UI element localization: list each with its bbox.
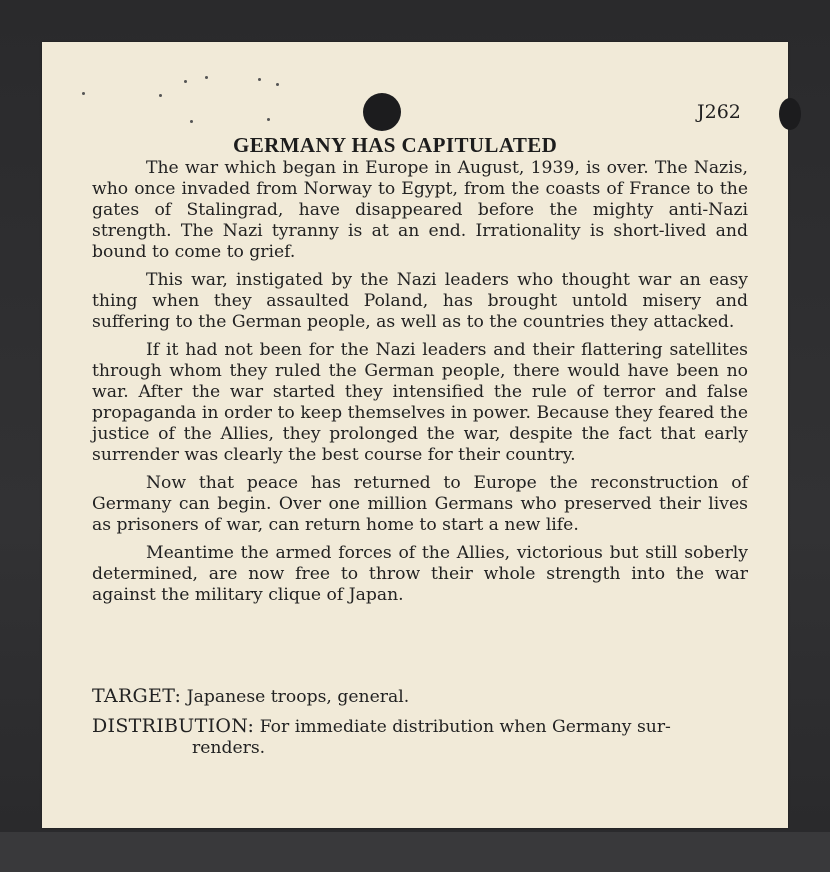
- punch-hole: [363, 93, 401, 131]
- target-value: Japanese troops, general.: [186, 687, 410, 707]
- ink-speck: [276, 83, 279, 86]
- distribution-value: For immediate distribution when Germany sur-: [259, 717, 671, 737]
- scanner-bed-edge: [0, 832, 830, 872]
- ink-speck: [190, 120, 193, 123]
- ink-speck: [184, 80, 187, 83]
- ink-speck: [159, 94, 162, 97]
- paragraph-3: If it had not been for the Nazi leaders and their flattering satellites through whom they ruled the German people, there would have been no war. After the war started they intensified the rule of terror and false propaganda in order to keep themselves in power. Because they feared the justice of the Allies, they prolonged the war, despite the fact that early surrender was clearly the best course for their country.: [92, 340, 748, 465]
- paragraph-2: This war, instigated by the Nazi leaders who thought war an easy thing when they assaulted Poland, has brought untold misery and suffering to the German people, as well as to the countries they attacked.: [92, 270, 748, 332]
- target-label: TARGET:: [92, 685, 182, 707]
- ink-speck: [82, 92, 85, 95]
- distribution-line: [92, 716, 748, 759]
- target-line: [92, 686, 748, 708]
- paragraph-1: The war which began in Europe in August, 1939, is over. The Nazis, who once invaded from Norway to Egypt, from the coasts of France to the gates of Stalingrad, have disappeared before the mighty anti-Nazi strength. The Nazi tyranny is at an end. Irrationality is short-lived and bound to come to grief.: [92, 158, 748, 262]
- paragraph-4: Now that peace has returned to Europe the reconstruction of Germany can begin. Over one million Germans who preserved their lives as prisoners of war, can return home to start a new life.: [92, 473, 748, 535]
- distribution-value-continued: renders.: [192, 738, 266, 758]
- ink-speck: [258, 78, 261, 81]
- document-title: GERMANY HAS CAPITULATED: [233, 133, 558, 157]
- document-body: [92, 158, 748, 613]
- paragraph-5: Meantime the armed forces of the Allies, victorious but still soberly determined, are now free to throw their whole strength into the war against the military clique of Japan.: [92, 543, 748, 605]
- edge-punch-hole: [779, 98, 801, 130]
- ink-speck: [267, 118, 270, 121]
- distribution-label: DISTRIBUTION:: [92, 715, 255, 737]
- document-code: J262: [697, 101, 741, 123]
- ink-speck: [205, 76, 208, 79]
